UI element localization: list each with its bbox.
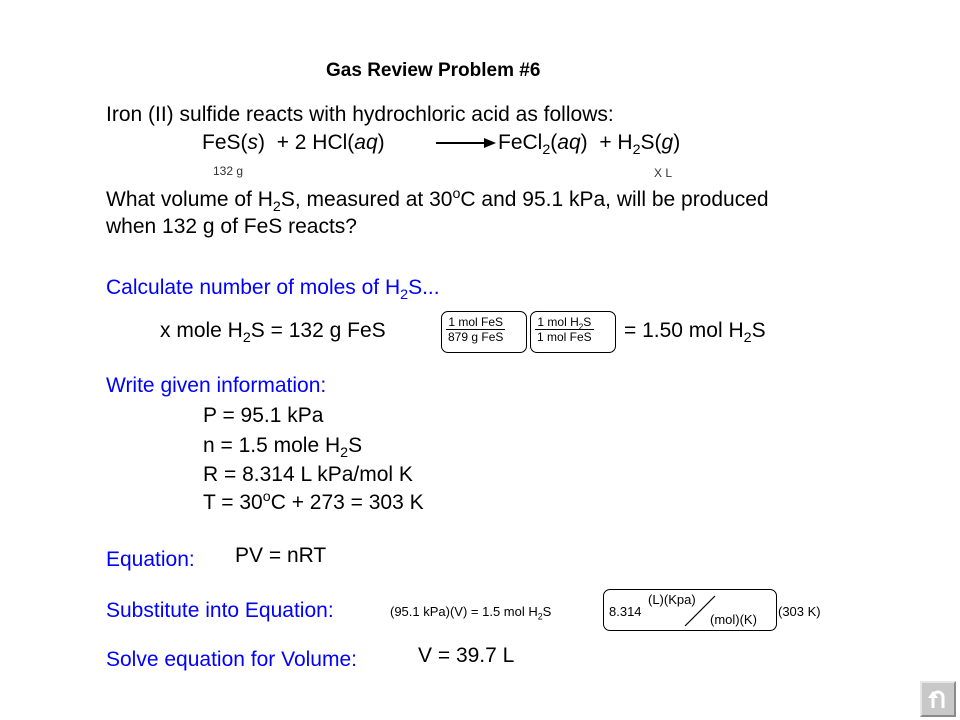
moles-result: = 1.50 mol $H_2S$ <box>624 319 766 347</box>
conversion-fraction-1: 1 mol FeS 879 g FeS <box>448 315 504 344</box>
step2-heading: Write given information: <box>106 374 327 397</box>
step3-heading: Equation: <box>106 548 195 571</box>
conversion-fraction-2: 1 mol $H_2S$ 1 mol FeS <box>537 315 592 344</box>
question-line-1: What volume of $H_2S$, measured at 30$^o$C and 95.1 kPa, will be produced <box>106 186 769 216</box>
substituted-expression: (95.1 kPa)(V) = 1.5 mol $H_2S$ <box>390 604 552 622</box>
question-line-2: when 132 g of FeS reacts? <box>106 215 357 238</box>
step4-heading: Substitute into Equation: <box>106 599 334 622</box>
final-answer: V = 39.7 L <box>418 644 515 667</box>
step5-heading: Solve equation for Volume: <box>106 648 357 671</box>
page-title: Gas Review Problem #6 <box>326 60 541 81</box>
given-pressure: P = 95.1 kPa <box>203 404 324 427</box>
given-temperature: $T = 30^oC + 273 = 303$ K <box>203 489 424 514</box>
reaction-reactants: FeS(s) + 2 HCl(aq) <box>202 131 385 154</box>
unknown-volume-label: X L <box>654 166 673 180</box>
gas-constant-units-denominator: (mol)(K) <box>710 612 757 627</box>
given-mass-label: 132 g <box>213 164 244 178</box>
moles-lhs: x mole $H_2S = 132$ g FeS <box>160 319 386 347</box>
temperature-factor: (303 K) <box>778 604 821 619</box>
reaction-products: FeCl$_2$(aq) + $H_2S(g)$ <box>498 131 681 159</box>
given-moles: n = 1.5 mole $H_2S$ <box>203 434 363 462</box>
return-button[interactable] <box>920 681 956 717</box>
gas-constant-units-numerator: (L)(Kpa) <box>648 592 696 607</box>
gas-constant-value: 8.314 <box>609 604 642 619</box>
given-gas-constant: R = 8.314 L kPa/mol K <box>203 463 413 486</box>
ideal-gas-equation: PV = nRT <box>235 544 327 567</box>
step1-heading: Calculate number of moles of $H_2S$... <box>106 276 440 304</box>
reaction-arrow-icon <box>436 136 496 150</box>
return-arrow-icon <box>927 688 949 710</box>
intro-text: Iron (II) sulfide reacts with hydrochloric acid as follows: <box>106 103 614 126</box>
